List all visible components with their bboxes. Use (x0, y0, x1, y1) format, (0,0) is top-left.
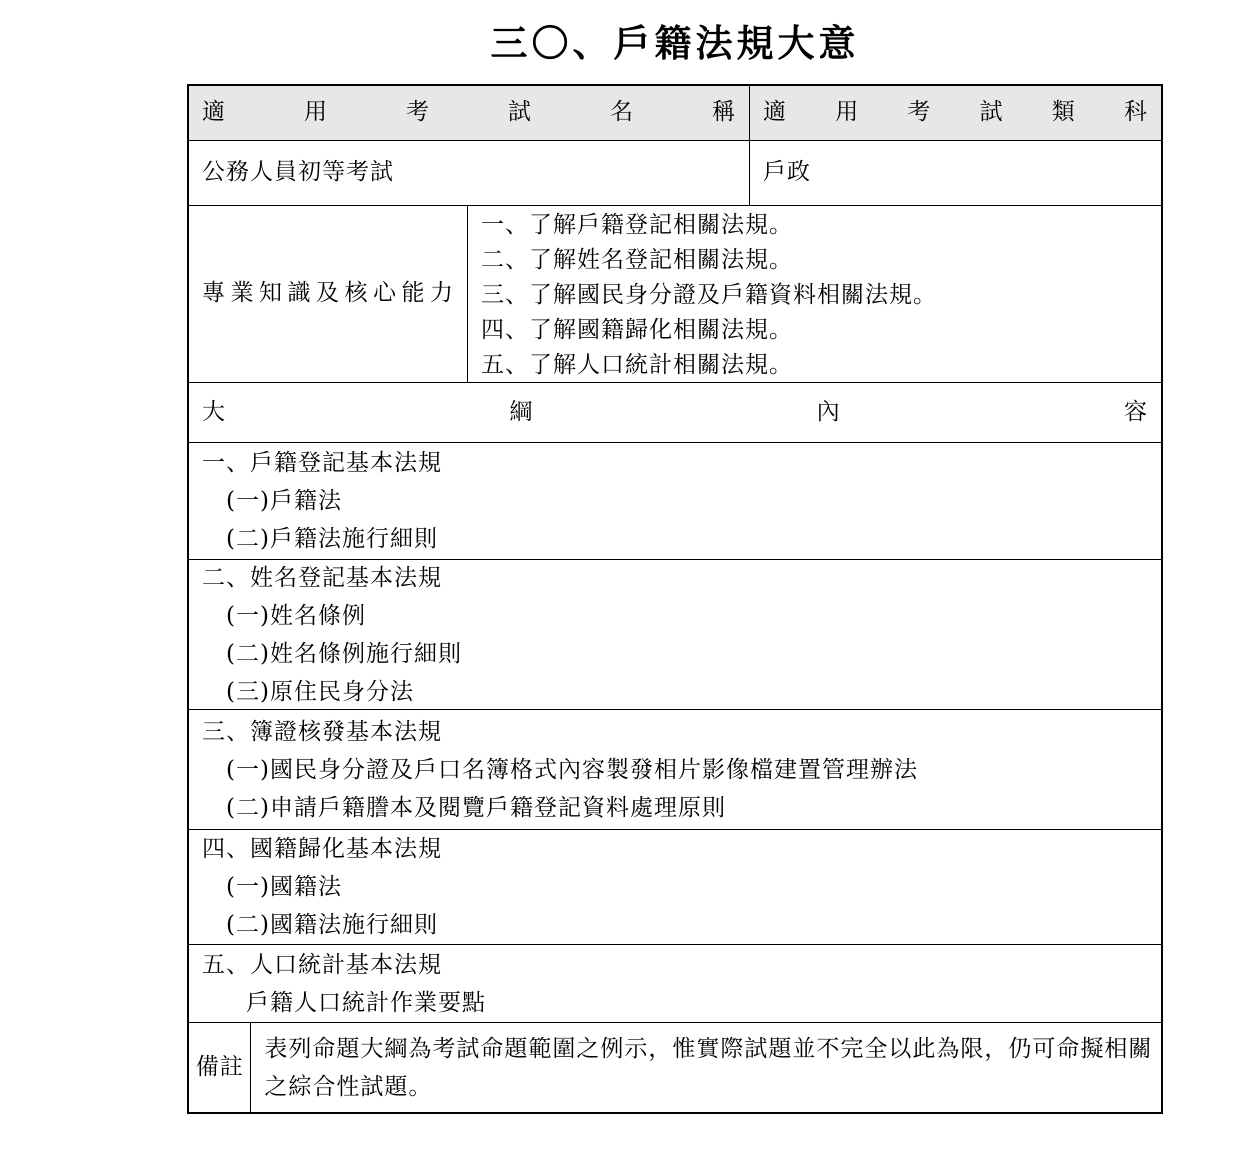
exam-category-header: 適用考試類科 (763, 99, 1148, 125)
exam-category-value: 戶政 (763, 159, 811, 185)
exam-row (189, 141, 1161, 206)
outline-section-5 (189, 945, 1161, 1023)
section-item: (二)姓名條例施行細則 (226, 640, 462, 667)
outline-section-4 (189, 830, 1161, 945)
section-title: 五、人口統計基本法規 (202, 951, 442, 978)
section-content (189, 710, 1161, 829)
knowledge-item: 二、了解姓名登記相關法規。 (481, 247, 793, 273)
knowledge-row (189, 206, 1161, 383)
outline-header: 大綱內容 (202, 399, 1148, 425)
knowledge-item: 三、了解國民身分證及戶籍資料相關法規。 (481, 282, 937, 308)
section-content (189, 443, 1161, 559)
knowledge-label: 專業知識及核心能力 (189, 206, 468, 382)
section-title: 二、姓名登記基本法規 (202, 564, 442, 591)
section-title: 四、國籍歸化基本法規 (202, 836, 442, 862)
section-item: (一)國民身分證及戶口名簿格式內容製發相片影像檔建置管理辦法 (226, 756, 918, 783)
note-cell (251, 1023, 1161, 1112)
exam-name-header: 適用考試名稱 (189, 86, 750, 140)
section-content (189, 830, 1161, 944)
section-item: (一)戶籍法 (226, 488, 342, 514)
section-item: (一)姓名條例 (226, 602, 366, 629)
section-content (189, 560, 1161, 709)
outline-header-row (189, 383, 1161, 443)
section-content (189, 945, 1161, 1022)
outline-section-2 (189, 560, 1161, 710)
outline-section-3 (189, 710, 1161, 830)
section-item: 戶籍人口統計作業要點 (246, 989, 486, 1016)
section-item: (一)國籍法 (226, 874, 342, 900)
section-item: (二)戶籍法施行細則 (226, 526, 438, 552)
note-label: 備註 (189, 1023, 251, 1112)
exam-name-value: 公務人員初等考試 (189, 141, 750, 205)
note-text: 表列命題大綱為考試命題範圍之例示，惟實際試題並不完全以此為限，仍可命擬相關之綜合性試題。 (264, 1035, 1153, 1100)
page-title: 三〇、戶籍法規大意 (490, 21, 860, 65)
outline-section-1 (189, 443, 1161, 560)
knowledge-item: 四、了解國籍歸化相關法規。 (481, 317, 793, 343)
syllabus-table (187, 84, 1163, 1114)
section-title: 一、戶籍登記基本法規 (202, 450, 442, 476)
knowledge-list (468, 206, 1161, 382)
section-item: (二)國籍法施行細則 (226, 912, 438, 938)
knowledge-item: 一、了解戶籍登記相關法規。 (481, 212, 793, 238)
section-title: 三、簿證核發基本法規 (202, 718, 442, 745)
knowledge-item: 五、了解人口統計相關法規。 (481, 352, 793, 378)
table-header-row (189, 86, 1161, 141)
note-row (189, 1023, 1161, 1112)
section-item: (二)申請戶籍謄本及閱覽戶籍登記資料處理原則 (226, 794, 726, 821)
section-item: (三)原住民身分法 (226, 678, 414, 705)
